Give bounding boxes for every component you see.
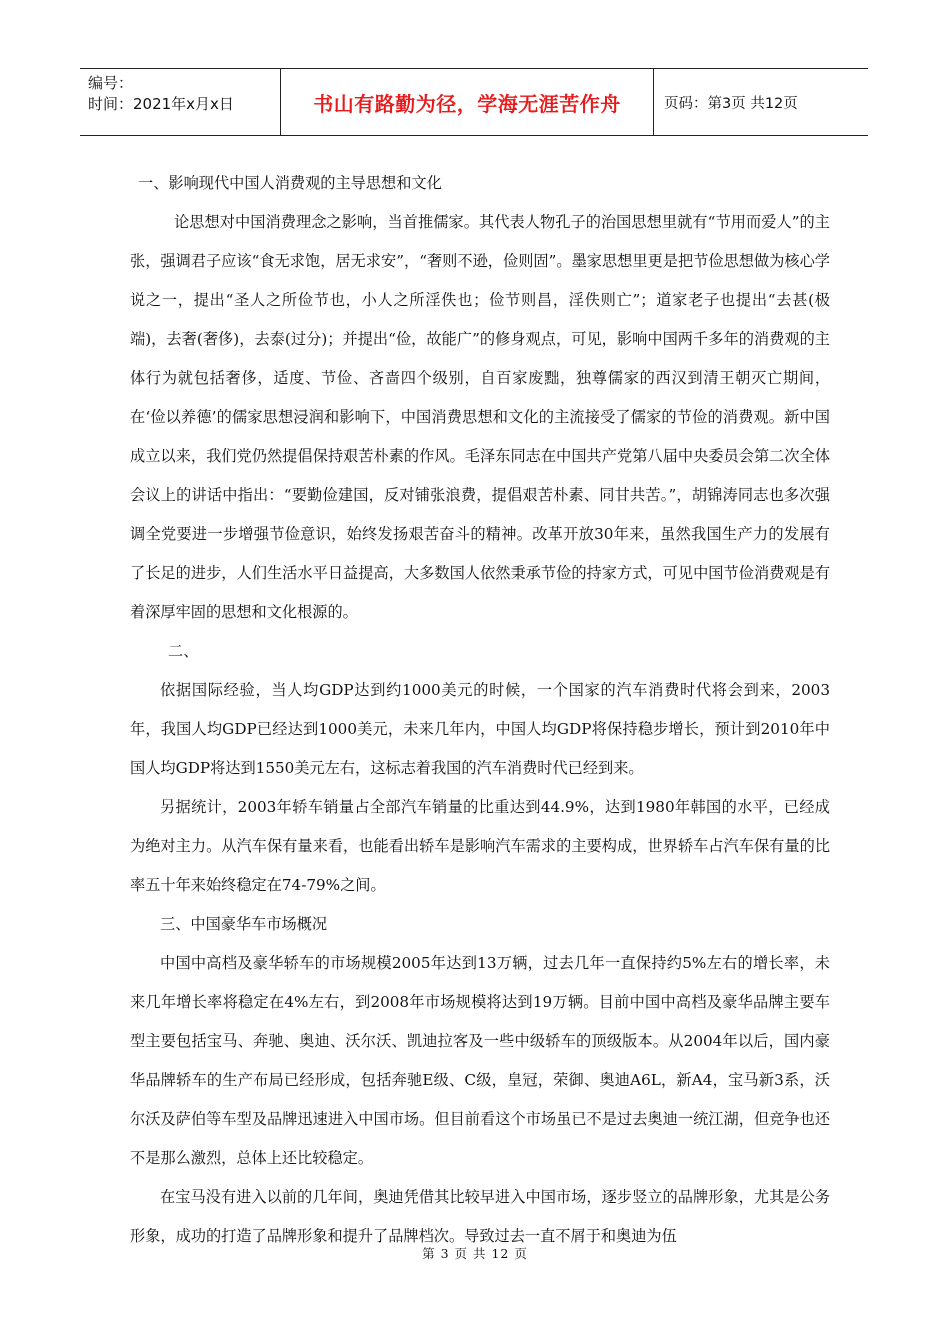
section3-paragraph-1: 中国中高档及豪华轿车的市场规模2005年达到13万辆，过去几年一直保持约5%左右的增长率，未来几年增长率将稳定在4%左右，到2008年市场规模将达到19万辆。目前中国中高档及豪华品牌主要车型主要包括宝马、奔驰、奥迪、沃尔沃、凯迪拉客及一些中级轿车的顶级版本。从2004年以后，国内豪华品牌轿车的生产布局已经形成，包括奔驰E级、C级，皇冠，荣御、奥迪A6L，新A4，宝马新3系，沃尔沃及萨伯等车型及品牌迅速进入中国市场。但目前看这个市场虽已不是过去奥迪一统江湖，但竞争也还不是那么激烈，总体上还比较稳定。 bbox=[130, 954, 830, 1167]
section2-title: 二、 bbox=[168, 642, 199, 660]
document-body bbox=[130, 164, 830, 1256]
section2-paragraph-1: 依据国际经验，当人均GDP达到约1000美元的时候，一个国家的汽车消费时代将会到来，2003年，我国人均GDP已经达到1000美元，未来几年内，中国人均GDP将保持稳步增长，预计到2010年中国人均GDP将达到1550美元左右，这标志着我国的汽车消费时代已经到来。 bbox=[130, 681, 830, 777]
footer-page-number: 第 3 页 共 12 页 bbox=[422, 1246, 528, 1261]
header-meta-cell bbox=[80, 69, 281, 135]
header-page-number: 页码：第3页 共12页 bbox=[664, 95, 798, 112]
page-footer bbox=[0, 1244, 950, 1262]
header-motto-cell bbox=[281, 69, 654, 135]
section1-title: 一、影响现代中国人消费观的主导思想和文化 bbox=[138, 174, 442, 192]
section3-title: 三、中国豪华车市场概况 bbox=[160, 915, 328, 933]
page-header bbox=[80, 68, 868, 136]
section3-paragraph-2: 在宝马没有进入以前的几年间，奥迪凭借其比较早进入中国市场，逐步竖立的品牌形象，尤其是公务形象，成功的打造了品牌形象和提升了品牌档次。导致过去一直不屑于和奥迪为伍 bbox=[130, 1188, 830, 1245]
section2-paragraph-2: 另据统计，2003年轿车销量占全部汽车销量的比重达到44.9%，达到1980年韩国的水平，已经成为绝对主力。从汽车保有量来看，也能看出轿车是影响汽车需求的主要构成，世界轿车占汽车保有量的比率五十年来始终稳定在74-79%之间。 bbox=[130, 798, 830, 894]
section1-paragraph: 论思想对中国消费理念之影响，当首推儒家。其代表人物孔子的治国思想里就有“节用而爱人”的主张，强调君子应该“食无求饱，居无求安”，“奢则不逊，俭则固”。墨家思想里更是把节俭思想做为核心学说之一，提出“圣人之所俭节也，小人之所淫佚也；俭节则昌，淫佚则亡”；道家老子也提出“去甚(极端)，去奢(奢侈)，去泰(过分)；并提出“俭，故能广”的修身观点，可见，影响中国两千多年的消费观的主体行为就包括奢侈，适度、节俭、吝啬四个级别，自百家废黜，独尊儒家的西汉到清王朝灭亡期间，在‘俭以养德’的儒家思想浸润和影响下，中国消费思想和文化的主流接受了儒家的节俭的消费观。新中国成立以来，我们党仍然提倡保持艰苦朴素的作风。毛泽东同志在中国共产党第八届中央委员会第二次全体会议上的讲话中指出：“要勤俭建国，反对铺张浪费，提倡艰苦朴素、同甘共苦。”，胡锦涛同志也多次强调全党要进一步增强节俭意识，始终发扬艰苦奋斗的精神。改革开放30年来，虽然我国生产力的发展有了长足的进步，人们生活水平日益提高，大多数国人依然秉承节俭的持家方式，可见中国节俭消费观是有着深厚牢固的思想和文化根源的。 bbox=[130, 213, 830, 621]
time-label: 时间：2021年x月x日 bbox=[88, 95, 234, 113]
number-label: 编号： bbox=[88, 74, 134, 92]
header-page-cell bbox=[654, 69, 868, 135]
header-motto: 书山有路勤为径，学海无涯苦作舟 bbox=[313, 91, 621, 116]
